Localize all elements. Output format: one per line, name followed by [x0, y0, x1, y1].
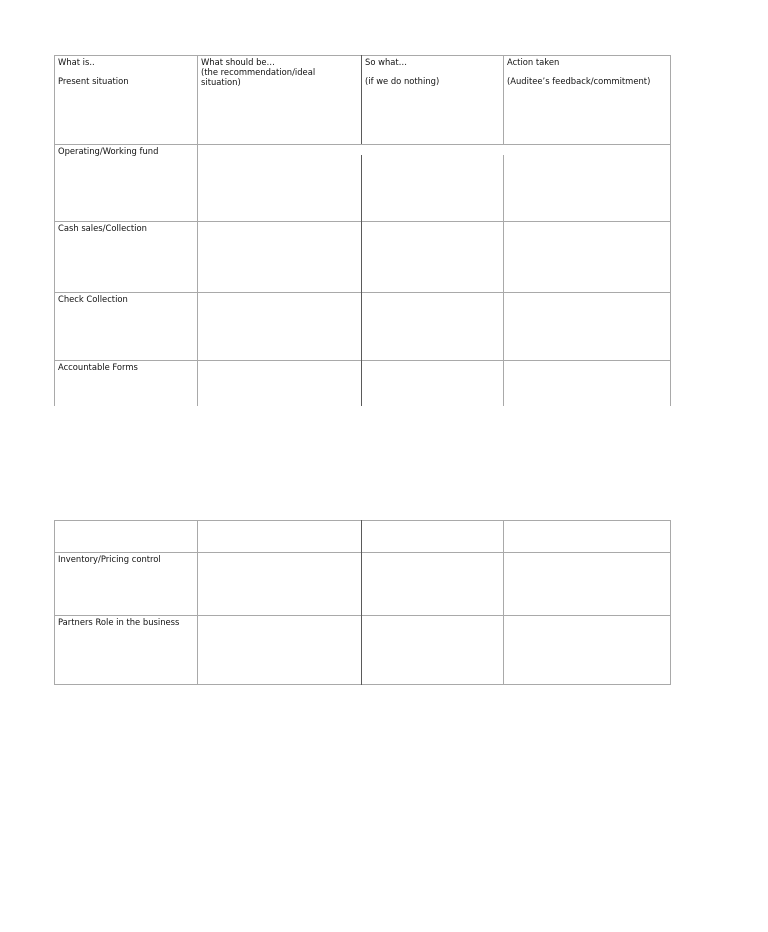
table-row: [54, 360, 671, 406]
row-divider: [54, 552, 671, 553]
table-border-right: [670, 55, 671, 406]
table-row: [54, 221, 671, 292]
column-divider: [361, 520, 362, 685]
column-divider: [503, 155, 504, 406]
row-label: Accountable Forms: [58, 362, 138, 372]
header-cell-action-taken: [503, 55, 671, 88]
row-divider: [54, 615, 671, 616]
header-subtitle: (Auditee’s feedback/commitment): [507, 76, 651, 86]
header-title: What should be…: [201, 57, 275, 67]
row-label: Cash sales/Collection: [58, 223, 147, 233]
table-border-left: [54, 55, 55, 406]
header-subtitle: (if we do nothing): [365, 76, 440, 86]
table-row: [54, 615, 671, 684]
row-divider: [54, 292, 671, 293]
column-divider: [197, 520, 198, 685]
table-row: [54, 144, 671, 221]
table-border-bottom: [54, 684, 671, 685]
column-divider: [361, 55, 362, 144]
table-row: [54, 292, 671, 360]
column-divider: [503, 520, 504, 685]
row-divider: [54, 144, 671, 145]
table-row: [54, 520, 671, 552]
audit-findings-table-continued: [54, 520, 671, 685]
table-header-row: [54, 55, 671, 144]
table-border-top: [54, 55, 671, 56]
row-label: Operating/Working fund: [58, 146, 159, 156]
header-cell-what-should-be: [197, 55, 361, 89]
audit-findings-table: [54, 55, 671, 406]
table-row: [54, 552, 671, 615]
header-subtitle: Present situation: [58, 76, 129, 86]
header-subtitle: (the recommendation/ideal situation): [201, 67, 316, 87]
table-border-right: [670, 520, 671, 685]
row-label: Check Collection: [58, 294, 128, 304]
header-title: So what…: [365, 57, 408, 67]
row-label: Inventory/Pricing control: [58, 554, 161, 564]
header-title: Action taken: [507, 57, 560, 67]
table-border-left: [54, 520, 55, 685]
header-cell-what-is: [54, 55, 197, 88]
header-cell-so-what: [361, 55, 503, 88]
column-divider: [503, 55, 504, 144]
table-border-top: [54, 520, 671, 521]
row-divider: [54, 221, 671, 222]
column-divider: [197, 55, 198, 406]
row-label: Partners Role in the business: [58, 617, 180, 627]
column-divider: [361, 155, 362, 406]
header-title: What is..: [58, 57, 95, 67]
row-divider: [54, 360, 671, 361]
